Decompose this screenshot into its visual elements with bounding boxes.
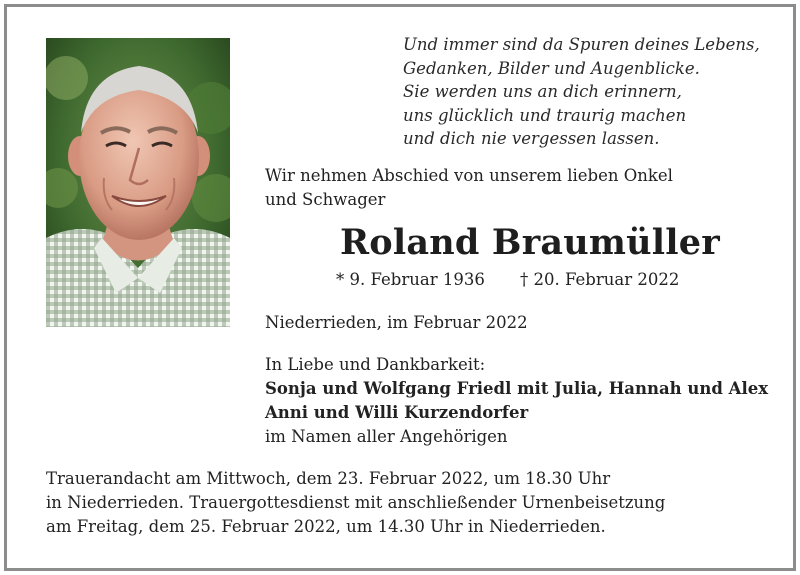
- service-details: [46, 467, 665, 539]
- memorial-poem: [403, 33, 760, 151]
- service-line: am Freitag, dem 25. Februar 2022, um 14.30 Uhr in Niederrieden.: [46, 517, 606, 536]
- poem-line: Und immer sind da Spuren deines Lebens,: [403, 35, 760, 54]
- intro-line: und Schwager: [265, 189, 386, 209]
- mourners-line: im Namen aller Angehörigen: [265, 427, 508, 446]
- intro-line: Wir nehmen Abschied von unserem lieben Onkel: [265, 166, 673, 185]
- service-line: in Niederrieden. Trauergottesdienst mit anschließender Urnenbeisetzung: [46, 493, 666, 512]
- mourners-heading: In Liebe und Dankbarkeit:: [265, 355, 486, 374]
- mourners-line: Anni und Willi Kurzendorfer: [265, 403, 529, 422]
- farewell-intro: [265, 164, 673, 211]
- service-line: Trauerandacht am Mittwoch, dem 23. Februar 2022, um 18.30 Uhr: [46, 469, 611, 488]
- mourners-list: [265, 353, 768, 449]
- poem-line: und dich nie vergessen lassen.: [403, 129, 660, 149]
- birth-date: * 9. Februar 1936: [336, 270, 485, 289]
- mourners-line: Sonja und Wolfgang Friedl mit Julia, Hannah und Alex: [265, 379, 769, 398]
- deceased-name: Roland Braumüller: [340, 222, 720, 263]
- place-and-date: Niederrieden, im Februar 2022: [265, 313, 528, 332]
- portrait-photo: [46, 38, 230, 327]
- poem-line: Gedanken, Bilder und Augenblicke.: [403, 58, 700, 78]
- poem-line: Sie werden uns an dich erinnern,: [403, 82, 682, 102]
- death-date: † 20. Februar 2022: [520, 270, 680, 289]
- poem-line: uns glücklich und traurig machen: [403, 105, 687, 125]
